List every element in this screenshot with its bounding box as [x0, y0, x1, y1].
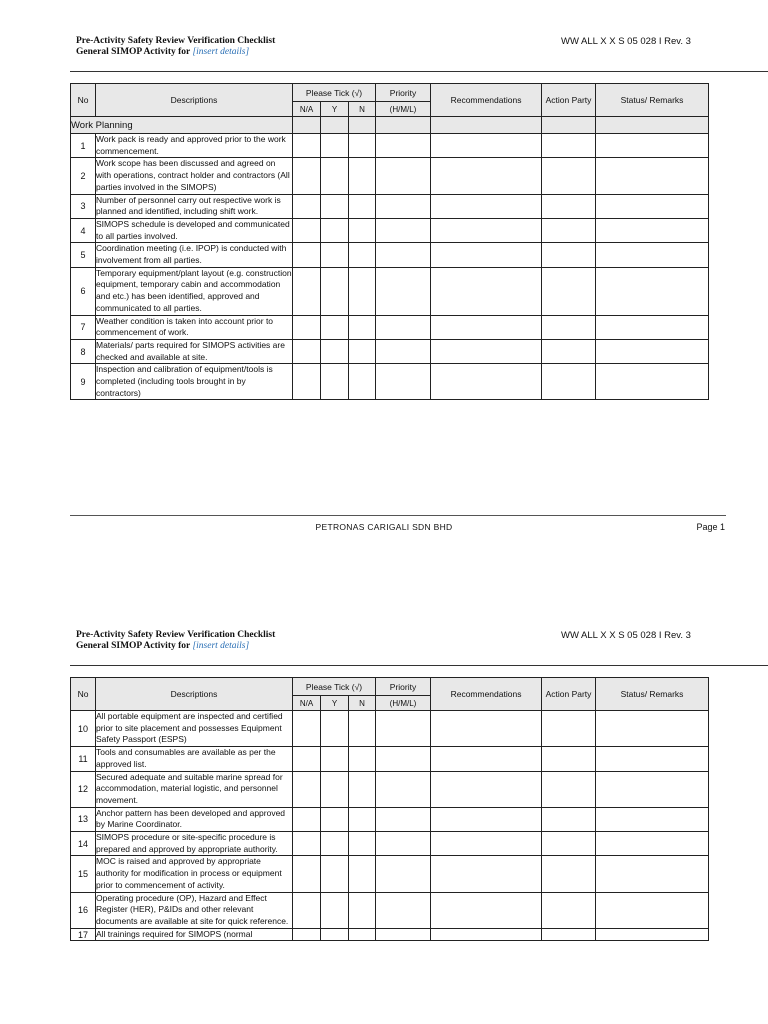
status-remarks-cell — [596, 134, 709, 158]
tick-na-cell — [293, 134, 321, 158]
tick-y-cell — [321, 218, 349, 242]
priority-cell — [376, 771, 431, 807]
item-description: Work scope has been discussed and agreed on with operations, contract holder and contractors (All parties involved in the SIMOPS) — [96, 158, 293, 194]
tick-n-cell — [349, 832, 376, 856]
recommendations-cell — [431, 832, 542, 856]
item-number: 14 — [71, 832, 96, 856]
priority-cell — [376, 243, 431, 267]
tick-y-cell — [321, 892, 349, 928]
col-header-descriptions: Descriptions — [96, 84, 293, 117]
status-remarks-cell — [596, 339, 709, 363]
item-number: 17 — [71, 928, 96, 941]
col-header-no: No — [71, 84, 96, 117]
action-party-cell — [542, 832, 596, 856]
tick-na-cell — [293, 218, 321, 242]
action-party-cell — [542, 747, 596, 771]
tick-y-cell — [321, 243, 349, 267]
item-number: 3 — [71, 194, 96, 218]
col-header-status-remarks: Status/ Remarks — [596, 84, 709, 117]
col-header-please-tick: Please Tick (√) — [293, 678, 376, 696]
checklist-row — [71, 339, 709, 363]
recommendations-cell — [431, 243, 542, 267]
item-number: 12 — [71, 771, 96, 807]
checklist-row — [71, 364, 709, 400]
section-row-work-planning — [71, 117, 709, 134]
tick-y-cell — [321, 747, 349, 771]
item-description: SIMOPS procedure or site-specific procedure is prepared and approved by appropriate authority. — [96, 832, 293, 856]
document-subtitle — [76, 641, 275, 652]
subtitle-prefix: General SIMOP Activity for — [76, 46, 193, 57]
col-header-y: Y — [321, 102, 349, 117]
tick-y-cell — [321, 158, 349, 194]
tick-n-cell — [349, 134, 376, 158]
status-remarks-cell — [596, 158, 709, 194]
checklist-row — [71, 807, 709, 831]
document-reference: WW ALL X X S 05 028 I Rev. 3 — [561, 630, 691, 641]
col-header-no: No — [71, 678, 96, 711]
priority-cell — [376, 134, 431, 158]
priority-cell — [376, 364, 431, 400]
footer-page-number: Page 1 — [696, 522, 725, 532]
tick-y-cell — [321, 928, 349, 941]
item-number: 6 — [71, 267, 96, 315]
col-header-na: N/A — [293, 102, 321, 117]
checklist-row — [71, 267, 709, 315]
action-party-cell — [542, 218, 596, 242]
tick-n-cell — [349, 807, 376, 831]
recommendations-cell — [431, 747, 542, 771]
action-party-cell — [542, 711, 596, 747]
document-title-block — [76, 630, 275, 651]
status-remarks-cell — [596, 771, 709, 807]
recommendations-cell — [431, 856, 542, 892]
tick-na-cell — [293, 747, 321, 771]
details-placeholder: [insert details] — [192, 46, 250, 57]
item-description: Anchor pattern has been developed and approved by Marine Coordinator. — [96, 807, 293, 831]
col-header-priority: Priority — [376, 84, 431, 102]
tick-y-cell — [321, 771, 349, 807]
col-header-action-party: Action Party — [542, 84, 596, 117]
action-party-cell — [542, 315, 596, 339]
priority-cell — [376, 747, 431, 771]
priority-cell — [376, 218, 431, 242]
action-party-cell — [542, 928, 596, 941]
item-number: 2 — [71, 158, 96, 194]
item-description: Work pack is ready and approved prior to the work commencement. — [96, 134, 293, 158]
document-title-block — [76, 36, 275, 57]
status-remarks-cell — [596, 315, 709, 339]
col-header-y: Y — [321, 696, 349, 711]
tick-na-cell — [293, 158, 321, 194]
item-number: 10 — [71, 711, 96, 747]
status-remarks-cell — [596, 807, 709, 831]
tick-n-cell — [349, 892, 376, 928]
item-number: 13 — [71, 807, 96, 831]
col-header-action-party: Action Party — [542, 678, 596, 711]
footer-divider — [70, 515, 726, 516]
priority-cell — [376, 856, 431, 892]
col-header-recommendations: Recommendations — [431, 84, 542, 117]
action-party-cell — [542, 194, 596, 218]
tick-n-cell — [349, 194, 376, 218]
tick-n-cell — [349, 711, 376, 747]
item-description: Weather condition is taken into account prior to commencement of work. — [96, 315, 293, 339]
item-description: Temporary equipment/plant layout (e.g. construction equipment, temporary cabin and accommodation and etc.) has been identified, approved and communicated to all parties. — [96, 267, 293, 315]
recommendations-cell — [431, 892, 542, 928]
col-header-priority: Priority — [376, 678, 431, 696]
item-description: Tools and consumables are available as per the approved list. — [96, 747, 293, 771]
priority-cell — [376, 832, 431, 856]
item-description: SIMOPS schedule is developed and communicated to all parties involved. — [96, 218, 293, 242]
col-header-na: N/A — [293, 696, 321, 711]
tick-na-cell — [293, 832, 321, 856]
priority-cell — [376, 892, 431, 928]
document-title: Pre-Activity Safety Review Verification Checklist — [76, 630, 276, 640]
tick-n-cell — [349, 856, 376, 892]
recommendations-cell — [431, 807, 542, 831]
col-header-priority-scale: (H/M/L) — [376, 102, 431, 117]
item-description: Secured adequate and suitable marine spread for accommodation, material logistic, and personnel movement. — [96, 771, 293, 807]
tick-y-cell — [321, 364, 349, 400]
item-number: 16 — [71, 892, 96, 928]
checklist-row — [71, 771, 709, 807]
action-party-cell — [542, 807, 596, 831]
tick-n-cell — [349, 267, 376, 315]
action-party-cell — [542, 339, 596, 363]
col-header-recommendations: Recommendations — [431, 678, 542, 711]
item-number: 5 — [71, 243, 96, 267]
item-number: 9 — [71, 364, 96, 400]
item-number: 11 — [71, 747, 96, 771]
action-party-cell — [542, 267, 596, 315]
tick-y-cell — [321, 856, 349, 892]
priority-cell — [376, 928, 431, 941]
header-divider — [70, 665, 768, 666]
action-party-cell — [542, 771, 596, 807]
tick-y-cell — [321, 832, 349, 856]
status-remarks-cell — [596, 928, 709, 941]
item-number: 7 — [71, 315, 96, 339]
checklist-row — [71, 218, 709, 242]
checklist-row — [71, 856, 709, 892]
item-number: 4 — [71, 218, 96, 242]
status-remarks-cell — [596, 364, 709, 400]
tick-n-cell — [349, 243, 376, 267]
tick-y-cell — [321, 339, 349, 363]
checklist-row — [71, 928, 709, 941]
item-description: Coordination meeting (i.e. IPOP) is conducted with involvement from all parties. — [96, 243, 293, 267]
tick-na-cell — [293, 364, 321, 400]
checklist-row — [71, 134, 709, 158]
recommendations-cell — [431, 194, 542, 218]
tick-y-cell — [321, 711, 349, 747]
tick-n-cell — [349, 218, 376, 242]
status-remarks-cell — [596, 711, 709, 747]
status-remarks-cell — [596, 194, 709, 218]
checklist-row — [71, 158, 709, 194]
item-description: All portable equipment are inspected and certified prior to site placement and possesses Equipment Safety Passport (ESPS) — [96, 711, 293, 747]
action-party-cell — [542, 243, 596, 267]
tick-na-cell — [293, 892, 321, 928]
action-party-cell — [542, 892, 596, 928]
tick-n-cell — [349, 928, 376, 941]
item-description: Materials/ parts required for SIMOPS activities are checked and available at site. — [96, 339, 293, 363]
recommendations-cell — [431, 134, 542, 158]
tick-na-cell — [293, 711, 321, 747]
tick-na-cell — [293, 243, 321, 267]
tick-y-cell — [321, 807, 349, 831]
tick-na-cell — [293, 928, 321, 941]
col-header-priority-scale: (H/M/L) — [376, 696, 431, 711]
tick-n-cell — [349, 364, 376, 400]
status-remarks-cell — [596, 267, 709, 315]
tick-n-cell — [349, 771, 376, 807]
status-remarks-cell — [596, 747, 709, 771]
item-description: MOC is raised and approved by appropriate authority for modification in process or equipment prior to commencement of activity. — [96, 856, 293, 892]
priority-cell — [376, 267, 431, 315]
priority-cell — [376, 339, 431, 363]
tick-n-cell — [349, 339, 376, 363]
checklist-row — [71, 711, 709, 747]
col-header-descriptions: Descriptions — [96, 678, 293, 711]
item-description: Inspection and calibration of equipment/tools is completed (including tools brought in by contractors) — [96, 364, 293, 400]
priority-cell — [376, 315, 431, 339]
tick-y-cell — [321, 315, 349, 339]
document-reference: WW ALL X X S 05 028 I Rev. 3 — [561, 36, 691, 47]
recommendations-cell — [431, 364, 542, 400]
tick-na-cell — [293, 315, 321, 339]
document-subtitle — [76, 47, 275, 58]
recommendations-cell — [431, 315, 542, 339]
status-remarks-cell — [596, 892, 709, 928]
recommendations-cell — [431, 218, 542, 242]
tick-y-cell — [321, 134, 349, 158]
tick-n-cell — [349, 315, 376, 339]
tick-y-cell — [321, 194, 349, 218]
checklist-row — [71, 194, 709, 218]
status-remarks-cell — [596, 856, 709, 892]
recommendations-cell — [431, 158, 542, 194]
action-party-cell — [542, 856, 596, 892]
action-party-cell — [542, 158, 596, 194]
recommendations-cell — [431, 267, 542, 315]
footer-company: PETRONAS CARIGALI SDN BHD — [315, 522, 453, 532]
priority-cell — [376, 807, 431, 831]
priority-cell — [376, 711, 431, 747]
item-description: Number of personnel carry out respective work is planned and identified, including shift work. — [96, 194, 293, 218]
section-title: Work Planning — [71, 117, 293, 134]
checklist-row — [71, 243, 709, 267]
tick-na-cell — [293, 856, 321, 892]
action-party-cell — [542, 364, 596, 400]
recommendations-cell — [431, 771, 542, 807]
tick-na-cell — [293, 194, 321, 218]
status-remarks-cell — [596, 218, 709, 242]
col-header-status-remarks: Status/ Remarks — [596, 678, 709, 711]
priority-cell — [376, 194, 431, 218]
tick-n-cell — [349, 158, 376, 194]
priority-cell — [376, 158, 431, 194]
checklist-row — [71, 832, 709, 856]
checklist-table — [70, 677, 709, 941]
tick-y-cell — [321, 267, 349, 315]
item-number: 1 — [71, 134, 96, 158]
tick-na-cell — [293, 807, 321, 831]
status-remarks-cell — [596, 832, 709, 856]
checklist-row — [71, 315, 709, 339]
details-placeholder: [insert details] — [192, 640, 250, 651]
checklist-row — [71, 747, 709, 771]
item-description: Operating procedure (OP), Hazard and Effect Register (HER), P&IDs and other relevant documents are available at site for quick reference. — [96, 892, 293, 928]
status-remarks-cell — [596, 243, 709, 267]
tick-na-cell — [293, 339, 321, 363]
checklist-row — [71, 892, 709, 928]
col-header-please-tick: Please Tick (√) — [293, 84, 376, 102]
document-title: Pre-Activity Safety Review Verification Checklist — [76, 36, 276, 46]
item-number: 15 — [71, 856, 96, 892]
tick-n-cell — [349, 747, 376, 771]
action-party-cell — [542, 134, 596, 158]
subtitle-prefix: General SIMOP Activity for — [76, 640, 193, 651]
col-header-n: N — [349, 696, 376, 711]
col-header-n: N — [349, 102, 376, 117]
header-divider — [70, 71, 768, 72]
recommendations-cell — [431, 711, 542, 747]
tick-na-cell — [293, 771, 321, 807]
item-description: All trainings required for SIMOPS (normal — [96, 928, 293, 941]
tick-na-cell — [293, 267, 321, 315]
recommendations-cell — [431, 928, 542, 941]
checklist-table — [70, 83, 709, 400]
recommendations-cell — [431, 339, 542, 363]
item-number: 8 — [71, 339, 96, 363]
